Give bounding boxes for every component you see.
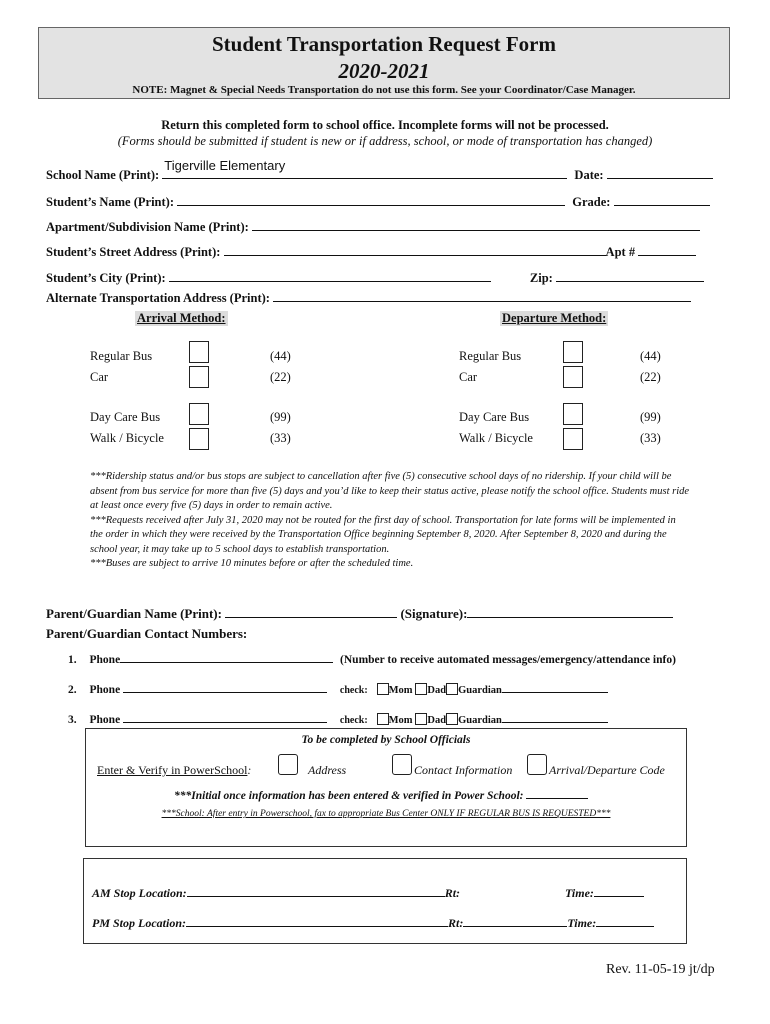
apt-field[interactable] [638,243,696,256]
grade-label: Grade: [572,195,611,209]
street-label: Student’s Street Address (Print): [46,245,221,259]
am-stop-label: AM Stop Location: [92,886,187,900]
phone-number-3: 3. [68,714,77,726]
signature-field[interactable] [467,605,673,618]
apartment-field[interactable] [252,218,700,231]
departure-label-day-care-bus: Day Care Bus [459,410,530,424]
note-late-requests: ***Requests received after July 31, 2020 may not be routed for the first day of school. Transportation for late forms will be implemented in the order in which they were received by the Transportation Office beginning September 8, 2020. After September 8, 2020 and during the school year, it may take up to 5 school days to establish transportation. [90,514,676,555]
alt-address-field[interactable] [273,289,691,302]
pm-time-field[interactable] [596,914,654,927]
officials-heading: To be completed by School Officials [301,734,471,746]
phone-field-1[interactable] [120,650,333,663]
pm-rt-label: Rt: [448,916,464,930]
verify-label: Enter & Verify in PowerSchool [97,763,248,777]
am-time-field[interactable] [594,884,644,897]
phone-row-1 [68,650,676,666]
phone-label-1: Phone [89,654,121,666]
guardian-label-3: Guardian [458,715,502,726]
mom-checkbox-2[interactable] [377,683,389,695]
dad-label-3: Dad [427,715,447,726]
school-name-label: School Name (Print): [46,168,160,182]
contact-info-label: Contact Information [414,763,513,777]
contact-info-checkbox[interactable] [392,754,412,775]
apartment-label: Apartment/Subdivision Name (Print): [46,220,249,234]
arrival-checkbox-walk-bicycle[interactable] [189,428,209,450]
arrival-code-regular-bus: (44) [270,349,291,363]
mom-label-3: Mom [388,715,413,726]
am-stop-row [92,884,644,901]
guardian-field-2[interactable] [502,680,608,693]
pm-stop-row [92,914,654,931]
arrival-code-car: (22) [270,370,291,384]
am-time-label: Time: [565,886,594,900]
school-name-field[interactable] [162,158,567,179]
guardian-field-3[interactable] [502,710,608,723]
departure-code-regular-bus: (44) [640,349,661,363]
zip-field[interactable] [556,269,704,282]
apartment-row [46,218,700,235]
signature-label: (Signature): [400,606,468,621]
date-field[interactable] [607,166,713,179]
school-name-value: Tigerville Elementary [164,158,286,173]
phone-row-2 [68,680,608,696]
initial-field[interactable] [526,786,588,799]
city-field[interactable] [169,269,491,282]
arrival-code-walk-bicycle: (33) [270,431,291,445]
departure-code-day-care-bus: (99) [640,410,661,424]
note-bus-arrival: ***Buses are subject to arrive 10 minutes before or after the scheduled time. [90,558,414,569]
address-checkbox[interactable] [278,754,298,775]
fax-note: ***School: After entry in Powerschool, fax to appropriate Bus Center ONLY IF REGULAR BUS IS REQUESTED*** [161,809,611,819]
pm-time-label: Time: [567,916,597,930]
student-name-field[interactable] [177,193,565,206]
header-note: NOTE: Magnet & Special Needs Transportation do not use this form. See your Coordinator/Case Manager. [132,84,636,96]
apt-label: Apt # [605,245,636,259]
parent-name-field[interactable] [225,605,397,618]
pm-stop-field[interactable] [186,914,448,927]
student-name-row [46,193,710,210]
phone-1-note: (Number to receive automated messages/emergency/attendance info) [340,654,676,666]
submit-instruction: (Forms should be submitted if student is new or if address, school, or mode of transportation has changed) [117,134,653,148]
arrival-checkbox-regular-bus[interactable] [189,341,209,363]
arrival-label-regular-bus: Regular Bus [90,349,153,363]
arrival-departure-checkbox[interactable] [527,754,547,775]
phone-label-2: Phone [89,684,121,696]
arrival-label-car: Car [90,370,109,384]
phone-number-2: 2. [68,684,77,696]
city-row [46,269,704,286]
form-title: Student Transportation Request Form [212,32,556,56]
revision-footer: Rev. 11-05-19 jt/dp [606,962,715,977]
departure-label-walk-bicycle: Walk / Bicycle [459,431,533,445]
return-instruction: Return this completed form to school office. Incomplete forms will not be processed. [161,118,609,132]
alt-address-label: Alternate Transportation Address (Print): [46,291,270,305]
departure-code-walk-bicycle: (33) [640,431,661,445]
phone-number-1: 1. [68,654,77,666]
verify-row [97,763,251,778]
pm-rt-field[interactable] [463,914,567,927]
check-label-2: check: [339,685,368,696]
phone-field-2[interactable] [123,680,327,693]
dad-checkbox-3[interactable] [415,713,427,725]
arrival-departure-label: Arrival/Departure Code [549,763,665,777]
mom-checkbox-3[interactable] [377,713,389,725]
departure-label-car: Car [459,370,478,384]
arrival-method-heading: Arrival Method: [137,311,226,325]
departure-checkbox-day-care-bus[interactable] [563,403,583,425]
dad-label-2: Dad [427,685,447,696]
school-name-row [46,158,713,183]
arrival-checkbox-day-care-bus[interactable] [189,403,209,425]
departure-checkbox-car[interactable] [563,366,583,388]
arrival-label-day-care-bus: Day Care Bus [90,410,161,424]
arrival-code-day-care-bus: (99) [270,410,291,424]
date-label: Date: [574,168,604,182]
stop-location-box [83,858,687,944]
departure-method-heading: Departure Method: [502,311,607,325]
am-stop-field[interactable] [187,884,445,897]
contact-numbers-label: Parent/Guardian Contact Numbers: [46,626,248,641]
departure-checkbox-walk-bicycle[interactable] [563,428,583,450]
arrival-label-walk-bicycle: Walk / Bicycle [90,431,164,445]
phone-label-3: Phone [89,714,121,726]
mom-label-2: Mom [388,685,413,696]
pm-stop-label: PM Stop Location: [92,916,187,930]
address-label: Address [308,763,347,777]
arrival-checkbox-car[interactable] [189,366,209,388]
parent-name-label: Parent/Guardian Name (Print): [46,606,222,621]
city-label: Student’s City (Print): [46,271,166,285]
initial-label: ***Initial once information has been entered & verified in Power School: [174,790,524,802]
parent-name-row [46,605,673,622]
zip-label: Zip: [529,271,553,285]
phone-field-3[interactable] [123,710,327,723]
phone-row-3 [68,710,608,726]
note-ridership: ***Ridership status and/or bus stops are subject to cancellation after five (5) consecutive school days of no ridership. If your child will be absent from bus service for more than five (5) days and you’d like to keep their status active, please notify the school office. Students must ride at least once every five (5) days in order to remain active. [90,471,690,511]
form-year: 2020-2021 [338,59,430,83]
initial-row [174,786,588,802]
am-rt-field[interactable] [460,884,565,897]
street-row [46,243,696,260]
school-officials-box [85,728,687,847]
check-label-3: check: [339,715,368,726]
guardian-label-2: Guardian [458,685,502,696]
ridership-notes [90,470,690,572]
guardian-checkbox-2[interactable] [446,683,458,695]
departure-label-regular-bus: Regular Bus [459,349,522,363]
street-field[interactable] [224,243,606,256]
guardian-checkbox-3[interactable] [446,713,458,725]
grade-field[interactable] [614,193,710,206]
departure-code-car: (22) [640,370,661,384]
verify-colon: : [247,763,252,777]
am-rt-label: Rt: [444,886,461,900]
student-name-label: Student’s Name (Print): [46,195,174,209]
alt-address-row [46,289,691,306]
departure-checkbox-regular-bus[interactable] [563,341,583,363]
dad-checkbox-2[interactable] [415,683,427,695]
form-header [38,27,730,99]
